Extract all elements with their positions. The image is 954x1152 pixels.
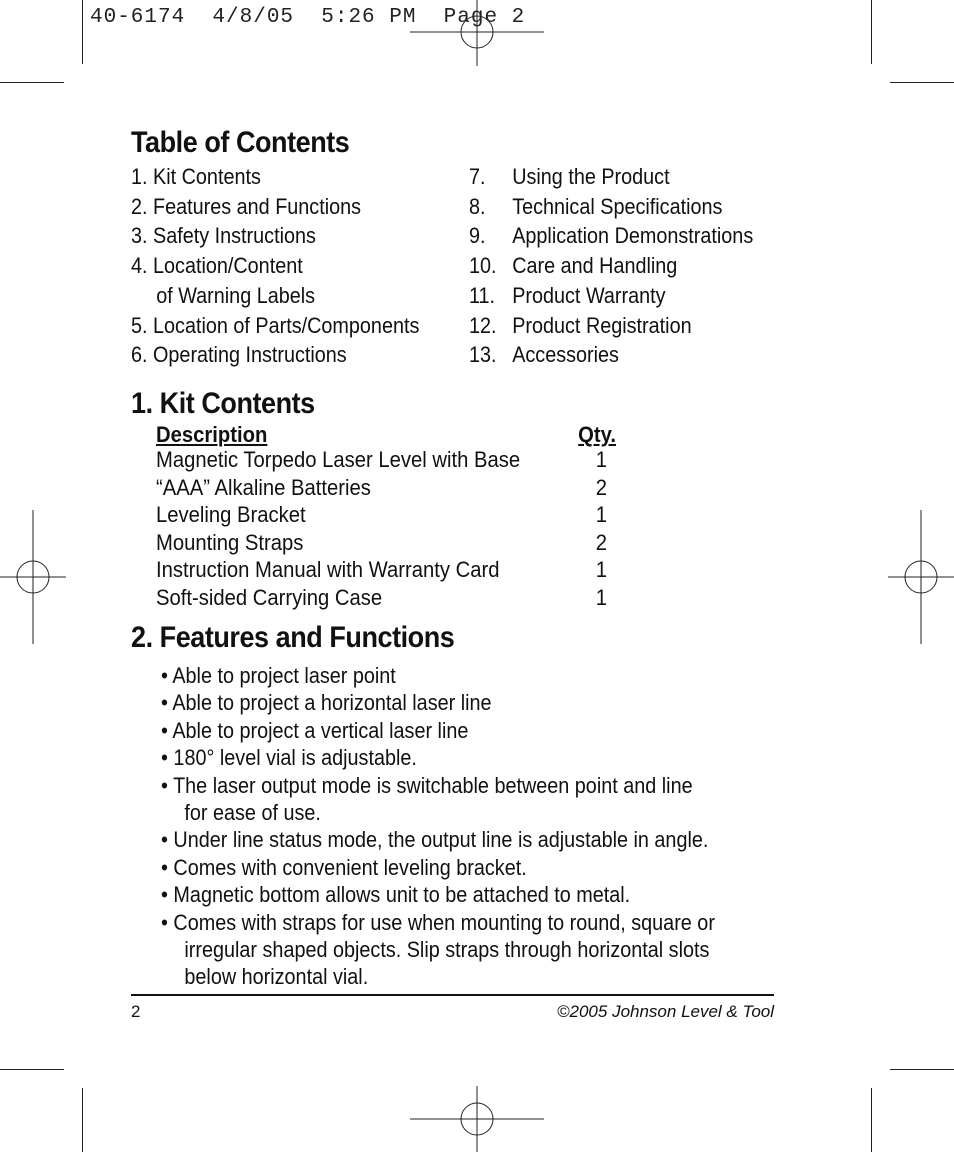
toc-right-column: [469, 162, 753, 370]
toc-item[interactable]: [131, 162, 419, 192]
toc-item-label: Accessories: [512, 342, 619, 368]
toc-item-label: 6. Operating Instructions: [131, 342, 347, 368]
toc-item-label: Application Demonstrations: [512, 223, 754, 249]
toc-item[interactable]: [469, 281, 753, 311]
toc-item[interactable]: [131, 311, 419, 341]
toc-item-number: 7.: [469, 164, 486, 189]
item-description: Leveling Bracket: [156, 502, 306, 527]
copyright-notice: ©2005 Johnson Level & Tool: [557, 1002, 774, 1021]
toc-item-label: 4. Location/Content: [131, 253, 303, 279]
list-item: • Magnetic bottom allows unit to be attached to metal.: [161, 882, 631, 908]
crop-mark-top-left-vertical: [82, 0, 83, 64]
footer-rule: [131, 994, 774, 996]
list-item: • 180° level vial is adjustable.: [161, 745, 417, 771]
list-item: • Able to project a vertical laser line: [161, 717, 469, 743]
table-row: [156, 474, 634, 502]
crop-mark-bottom-left-vertical: [82, 1088, 83, 1152]
crop-mark-bottom-right-horizontal: [890, 1069, 954, 1070]
item-qty: 2: [595, 529, 608, 555]
toc-item-label: 2. Features and Functions: [131, 193, 362, 219]
toc-item[interactable]: [469, 192, 753, 222]
toc-item-label: Technical Specifications: [512, 193, 723, 219]
toc-item-label: Care and Handling: [512, 253, 678, 279]
toc-item[interactable]: [469, 340, 753, 370]
table-row: [156, 446, 634, 474]
toc-item-continuation: [131, 281, 419, 311]
item-qty: 1: [595, 447, 608, 472]
item-description: Magnetic Torpedo Laser Level with Base: [156, 447, 521, 472]
item-description: “AAA” Alkaline Batteries: [156, 474, 371, 500]
item-description: Mounting Straps: [156, 529, 304, 555]
list-item: • The laser output mode is switchable between point and line: [161, 772, 693, 798]
qty-column-header: Qty.: [578, 422, 616, 447]
crop-mark-top-left-horizontal: [0, 82, 64, 83]
page-number: 2: [131, 1002, 141, 1021]
toc-item-label: of Warning Labels: [156, 282, 316, 308]
features-list: [161, 662, 715, 991]
toc-item-label: 3. Safety Instructions: [131, 223, 316, 249]
description-column-header: Description: [156, 422, 268, 447]
features-title: 2. Features and Functions: [131, 621, 455, 654]
registration-mark-bottom-icon: [410, 1086, 544, 1152]
kit-table-header: [156, 424, 616, 446]
toc-item-label: Product Warranty: [512, 282, 666, 308]
toc-item-number: 10.: [469, 253, 497, 279]
table-row: [156, 556, 634, 584]
item-qty: 1: [595, 584, 608, 610]
toc-item[interactable]: [131, 251, 419, 281]
list-item-continuation: irregular shaped objects. Slip straps through horizontal slots: [184, 937, 710, 963]
item-description: Instruction Manual with Warranty Card: [156, 557, 500, 582]
toc-item[interactable]: [469, 311, 753, 341]
list-item: • Able to project laser point: [161, 663, 396, 688]
table-row: [156, 501, 634, 529]
list-item: • Able to project a horizontal laser line: [161, 690, 492, 716]
toc-item-label: 1. Kit Contents: [131, 164, 261, 189]
list-item: • Comes with convenient leveling bracket.: [161, 854, 527, 880]
kit-contents-title: 1. Kit Contents: [131, 387, 315, 420]
list-item-continuation: for ease of use.: [184, 800, 321, 826]
toc-item-number: 13.: [469, 342, 497, 368]
print-slug: 40-6174 4/8/05 5:26 PM Page 2: [90, 6, 526, 29]
item-qty: 1: [595, 502, 608, 527]
table-row: [156, 529, 634, 557]
toc-item-label: Using the Product: [512, 164, 670, 189]
crop-mark-bottom-left-horizontal: [0, 1069, 64, 1070]
list-item: • Under line status mode, the output line is adjustable in angle.: [161, 827, 709, 853]
registration-mark-top-icon: [410, 0, 544, 66]
toc-item[interactable]: [469, 162, 753, 192]
toc-item-number: 8.: [469, 193, 486, 219]
toc-item-number: 9.: [469, 223, 486, 249]
registration-mark-left-icon: [0, 510, 66, 644]
toc-item-label: Product Registration: [512, 312, 692, 338]
crop-mark-top-right-horizontal: [890, 82, 954, 83]
toc-item-number: 12.: [469, 312, 497, 338]
toc-item[interactable]: [131, 340, 419, 370]
toc-item-number: 11.: [469, 282, 496, 308]
list-item: • Comes with straps for use when mounting to round, square or: [161, 909, 715, 935]
crop-mark-top-right-vertical: [871, 0, 872, 64]
toc-item[interactable]: [469, 221, 753, 251]
item-description: Soft-sided Carrying Case: [156, 584, 383, 610]
kit-contents-table: [156, 424, 634, 611]
item-qty: 1: [595, 557, 608, 582]
toc-left-column: [131, 162, 419, 370]
registration-mark-right-icon: [888, 510, 954, 644]
table-row: [156, 584, 634, 612]
toc-item[interactable]: [131, 221, 419, 251]
list-item-continuation: below horizontal vial.: [184, 964, 369, 990]
toc-item-label: 5. Location of Parts/Components: [131, 312, 420, 338]
toc-item[interactable]: [469, 251, 753, 281]
crop-mark-bottom-right-vertical: [871, 1088, 872, 1152]
toc-title: Table of Contents: [131, 126, 350, 159]
toc-item[interactable]: [131, 192, 419, 222]
item-qty: 2: [595, 474, 608, 500]
